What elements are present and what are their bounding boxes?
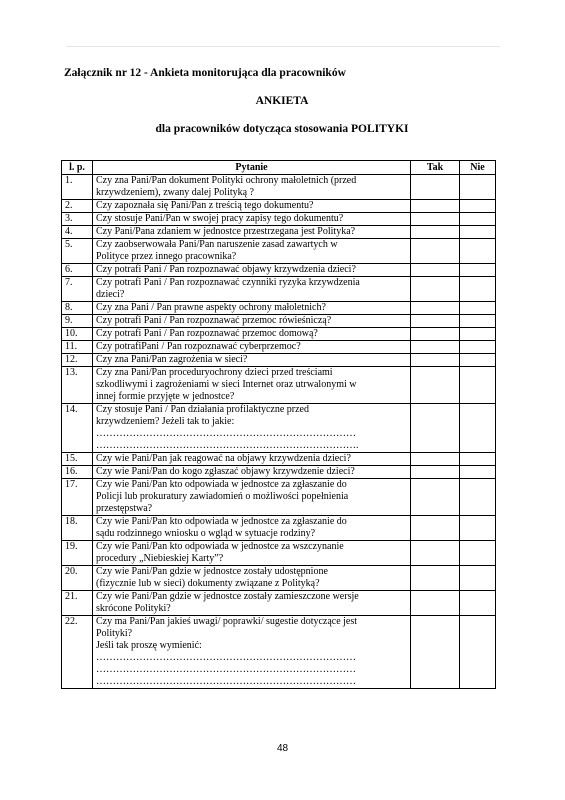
question-cell bbox=[93, 367, 411, 404]
question-text-line: Czy wie Pani/Pan kto odpowiada w jednostce za zgłaszanie do bbox=[96, 516, 347, 527]
question-text-line: …………………………………………………………………… bbox=[96, 676, 356, 687]
row-number: 20. bbox=[62, 566, 93, 591]
page-number: 48 bbox=[276, 743, 289, 754]
table-row bbox=[62, 367, 496, 404]
answer-yes-cell[interactable] bbox=[411, 239, 460, 264]
question-text-line: Czy zna Pani/Pan proceduryochrony dzieci przed treściami bbox=[96, 367, 333, 378]
question-cell bbox=[93, 200, 411, 213]
table-row bbox=[62, 591, 496, 616]
annex-heading: Załącznik nr 12 - Ankieta monitorująca dla pracowników bbox=[64, 67, 346, 79]
answer-yes-cell[interactable] bbox=[411, 516, 460, 541]
question-text-line: procedury „Niebieskiej Karty”? bbox=[96, 553, 224, 564]
question-text-line: Czy wie Pani/Pan gdzie w jednostce zostały udostępnione bbox=[96, 566, 328, 577]
answer-no-cell[interactable] bbox=[460, 591, 496, 616]
header-no: Nie bbox=[460, 161, 496, 175]
table-row bbox=[62, 453, 496, 466]
question-cell bbox=[93, 453, 411, 466]
question-text-line: Czy zna Pani / Pan prawne aspekty ochrony małoletnich? bbox=[96, 302, 326, 313]
answer-no-cell[interactable] bbox=[460, 264, 496, 277]
question-text-line: Czy potrafi Pani / Pan rozpoznawać przemoc domową? bbox=[96, 328, 318, 339]
question-text-line: Jeśli tak proszę wymienić: bbox=[96, 640, 202, 651]
answer-yes-cell[interactable] bbox=[411, 541, 460, 566]
answer-no-cell[interactable] bbox=[460, 516, 496, 541]
row-number: 7. bbox=[62, 277, 93, 302]
question-text-line: Czy ma Pani/Pan jakieś uwagi/ poprawki/ sugestie dotyczące jest bbox=[96, 616, 358, 627]
question-text-line: Czy potrafi Pani / Pan rozpoznawać przemoc rówieśniczą? bbox=[96, 315, 332, 326]
table-row bbox=[62, 226, 496, 239]
row-number: 3. bbox=[62, 213, 93, 226]
row-number: 14. bbox=[62, 404, 93, 453]
question-cell bbox=[93, 591, 411, 616]
question-text-line: Czy zna Pani/Pan dokument Polityki ochrony małoletnich (przed bbox=[96, 175, 357, 186]
row-number: 5. bbox=[62, 239, 93, 264]
answer-no-cell[interactable] bbox=[460, 367, 496, 404]
question-cell bbox=[93, 466, 411, 479]
question-text-line: Czy wie Pani/Pan jak reagować na objawy krzywdzenia dzieci? bbox=[96, 453, 351, 464]
table-row bbox=[62, 264, 496, 277]
answer-no-cell[interactable] bbox=[460, 541, 496, 566]
row-number: 8. bbox=[62, 302, 93, 315]
answer-yes-cell[interactable] bbox=[411, 466, 460, 479]
question-cell bbox=[93, 328, 411, 341]
question-cell bbox=[93, 541, 411, 566]
table-row bbox=[62, 516, 496, 541]
question-cell bbox=[93, 277, 411, 302]
question-cell bbox=[93, 516, 411, 541]
question-text-line: …………………………………………………………………… bbox=[96, 652, 356, 663]
question-text-line: Polityki? bbox=[96, 628, 133, 639]
row-number: 12. bbox=[62, 354, 93, 367]
question-cell bbox=[93, 616, 411, 689]
question-text-line: przestępstwa? bbox=[96, 503, 153, 514]
question-cell bbox=[93, 264, 411, 277]
answer-yes-cell[interactable] bbox=[411, 616, 460, 689]
table-row bbox=[62, 315, 496, 328]
question-cell bbox=[93, 226, 411, 239]
question-text-line: Polityce przez innego pracownika? bbox=[96, 251, 237, 262]
question-text-line: innej formie przyjęte w jednostce? bbox=[96, 391, 235, 402]
answer-no-cell[interactable] bbox=[460, 200, 496, 213]
answer-no-cell[interactable] bbox=[460, 404, 496, 453]
answer-yes-cell[interactable] bbox=[411, 479, 460, 516]
header-rule bbox=[66, 46, 500, 47]
row-number: 22. bbox=[62, 616, 93, 689]
question-text-line: (fizycznie lub w sieci) dokumenty związane z Polityką? bbox=[96, 578, 320, 589]
question-text-line: Czy wie Pani/Pan kto odpowiada w jednostce za zgłaszanie do bbox=[96, 479, 347, 490]
table-row bbox=[62, 404, 496, 453]
question-text-line: sądu rodzinnego wniosku o wgląd w sytuacje rodziny? bbox=[96, 528, 316, 539]
answer-no-cell[interactable] bbox=[460, 341, 496, 354]
answer-yes-cell[interactable] bbox=[411, 453, 460, 466]
answer-no-cell[interactable] bbox=[460, 239, 496, 264]
question-cell bbox=[93, 354, 411, 367]
answer-no-cell[interactable] bbox=[460, 453, 496, 466]
table-row bbox=[62, 277, 496, 302]
answer-no-cell[interactable] bbox=[460, 466, 496, 479]
question-cell bbox=[93, 404, 411, 453]
question-text-line: Czy zna Pani/Pan zagrożenia w sieci? bbox=[96, 354, 248, 365]
question-text-line: Czy wie Pani/Pan gdzie w jednostce zostały zamieszczone wersje bbox=[96, 591, 359, 602]
question-text-line: Czy wie Pani/Pan kto odpowiada w jednostce za wszczynanie bbox=[96, 541, 344, 552]
answer-yes-cell[interactable] bbox=[411, 404, 460, 453]
table-row bbox=[62, 213, 496, 226]
row-number: 9. bbox=[62, 315, 93, 328]
question-text-line: Czy zapoznała się Pani/Pan z treścią tego dokumentu? bbox=[96, 200, 314, 211]
question-text-line: dzieci? bbox=[96, 289, 125, 300]
table-header-row bbox=[62, 161, 496, 175]
answer-yes-cell[interactable] bbox=[411, 200, 460, 213]
question-text-line: Czy potrafi Pani / Pan rozpoznawać czynniki ryzyka krzywdzenia bbox=[96, 277, 360, 288]
answer-yes-cell[interactable] bbox=[411, 315, 460, 328]
answer-no-cell[interactable] bbox=[460, 566, 496, 591]
table-row bbox=[62, 175, 496, 200]
table-row bbox=[62, 239, 496, 264]
answer-yes-cell[interactable] bbox=[411, 328, 460, 341]
question-text-line: Czy wie Pani/Pan do kogo zgłaszać objawy krzywdzenie dzieci? bbox=[96, 466, 355, 477]
question-cell bbox=[93, 175, 411, 200]
question-text-line: skrócone Polityki? bbox=[96, 603, 171, 614]
answer-no-cell[interactable] bbox=[460, 277, 496, 302]
row-number: 15. bbox=[62, 453, 93, 466]
answer-yes-cell[interactable] bbox=[411, 341, 460, 354]
question-text-line: szkodliwymi i zagrożeniami w sieci Internet oraz utrwalonymi w bbox=[96, 379, 357, 390]
answer-no-cell[interactable] bbox=[460, 616, 496, 689]
answer-no-cell[interactable] bbox=[460, 226, 496, 239]
answer-no-cell[interactable] bbox=[460, 315, 496, 328]
question-text-line: Czy potrafi Pani / Pan rozpoznawać objawy krzywdzenia dzieci? bbox=[96, 264, 356, 275]
row-number: 6. bbox=[62, 264, 93, 277]
answer-yes-cell[interactable] bbox=[411, 354, 460, 367]
answer-no-cell[interactable] bbox=[460, 213, 496, 226]
table-row bbox=[62, 328, 496, 341]
question-cell bbox=[93, 479, 411, 516]
question-text-line: Czy zaobserwowała Pani/Pan naruszenie zasad zawartych w bbox=[96, 239, 338, 250]
row-number: 13. bbox=[62, 367, 93, 404]
question-text-line: Czy stosuje Pani/Pan w swojej pracy zapisy tego dokumentu? bbox=[96, 213, 344, 224]
answer-no-cell[interactable] bbox=[460, 175, 496, 200]
header-question: Pytanie bbox=[93, 161, 411, 175]
question-cell bbox=[93, 239, 411, 264]
answer-yes-cell[interactable] bbox=[411, 566, 460, 591]
row-number: 1. bbox=[62, 175, 93, 200]
table-row bbox=[62, 341, 496, 354]
question-cell bbox=[93, 341, 411, 354]
document-title: ANKIETA bbox=[255, 95, 309, 107]
row-number: 17. bbox=[62, 479, 93, 516]
row-number: 18. bbox=[62, 516, 93, 541]
table-row bbox=[62, 302, 496, 315]
question-cell bbox=[93, 213, 411, 226]
answer-no-cell[interactable] bbox=[460, 479, 496, 516]
question-cell bbox=[93, 566, 411, 591]
table-row bbox=[62, 354, 496, 367]
row-number: 4. bbox=[62, 226, 93, 239]
header-lp: l. p. bbox=[62, 161, 93, 175]
question-cell bbox=[93, 302, 411, 315]
survey-body bbox=[62, 175, 496, 689]
row-number: 11. bbox=[62, 341, 93, 354]
answer-yes-cell[interactable] bbox=[411, 367, 460, 404]
answer-no-cell[interactable] bbox=[460, 328, 496, 341]
header-yes: Tak bbox=[411, 161, 460, 175]
document-subtitle: dla pracowników dotycząca stosowania POLITYKI bbox=[155, 123, 409, 135]
question-text-line: …………………………………………………………………… bbox=[96, 664, 356, 675]
question-text-line: krzywdzeniem), zwany dalej Polityką ? bbox=[96, 187, 254, 198]
answer-no-cell[interactable] bbox=[460, 354, 496, 367]
answer-yes-cell[interactable] bbox=[411, 591, 460, 616]
row-number: 16. bbox=[62, 466, 93, 479]
row-number: 10. bbox=[62, 328, 93, 341]
question-text-line: krzywdzeniem? Jeżeli tak to jakie: bbox=[96, 416, 235, 427]
question-text-line: Czy stosuje Pani / Pan działania profilaktyczne przed bbox=[96, 404, 309, 415]
table-row bbox=[62, 466, 496, 479]
answer-yes-cell[interactable] bbox=[411, 175, 460, 200]
answer-yes-cell[interactable] bbox=[411, 264, 460, 277]
question-text-line: Czy Pani/Pana zdaniem w jednostce przestrzegana jest Polityka? bbox=[96, 226, 356, 237]
row-number: 19. bbox=[62, 541, 93, 566]
answer-yes-cell[interactable] bbox=[411, 302, 460, 315]
answer-no-cell[interactable] bbox=[460, 302, 496, 315]
table-row bbox=[62, 566, 496, 591]
table-row bbox=[62, 616, 496, 689]
answer-yes-cell[interactable] bbox=[411, 226, 460, 239]
question-text-line: Policji lub prokuratury zawiadomień o możliwości popełnienia bbox=[96, 491, 349, 502]
question-text-line: ……………………………………………………………………. bbox=[96, 440, 359, 451]
table-row bbox=[62, 541, 496, 566]
table-row bbox=[62, 200, 496, 213]
question-text-line: Czy potrafiPani / Pan rozpoznawać cyberprzemoc? bbox=[96, 341, 301, 352]
question-text-line: …………………………………………………………………… bbox=[96, 428, 356, 439]
table-row bbox=[62, 479, 496, 516]
question-cell bbox=[93, 315, 411, 328]
answer-yes-cell[interactable] bbox=[411, 213, 460, 226]
row-number: 21. bbox=[62, 591, 93, 616]
survey-table bbox=[61, 160, 496, 689]
answer-yes-cell[interactable] bbox=[411, 277, 460, 302]
row-number: 2. bbox=[62, 200, 93, 213]
